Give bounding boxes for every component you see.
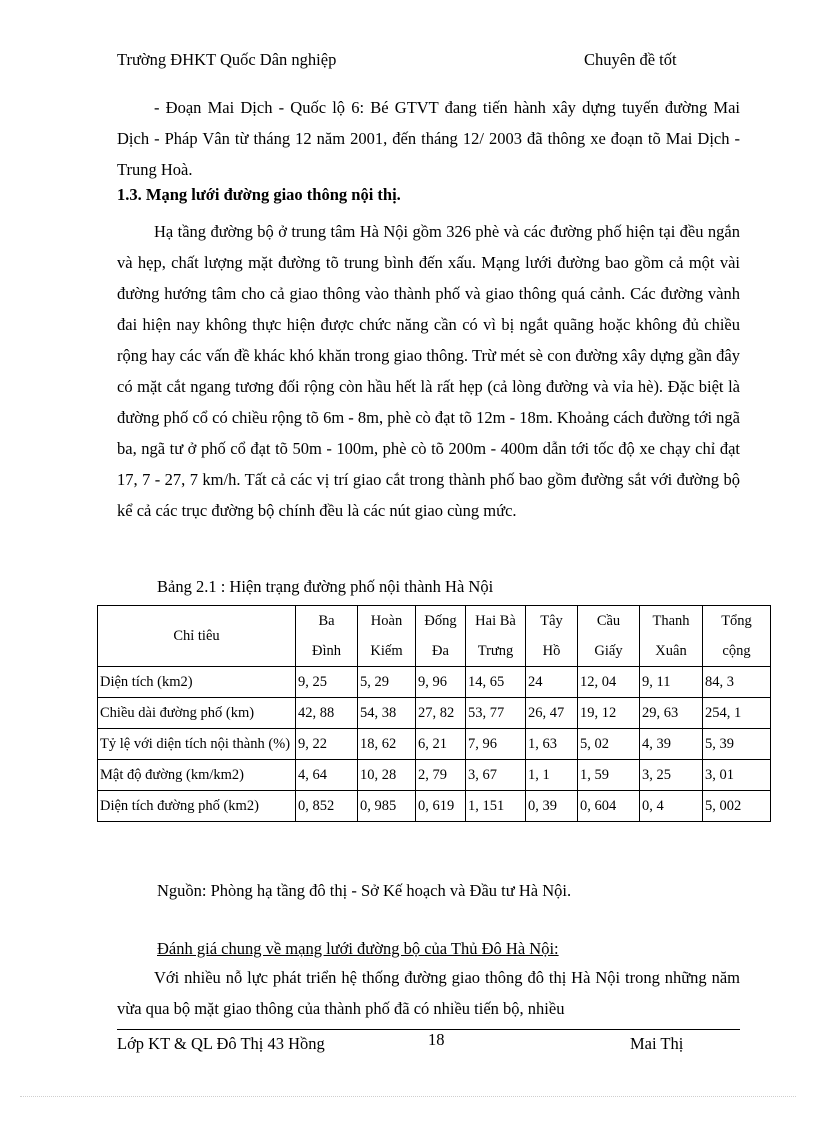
paragraph-3-block	[117, 962, 740, 1024]
row-label: Chiều dài đường phố (km)	[98, 698, 296, 729]
header-col: Tổng cộng	[703, 606, 771, 667]
paragraph-1-block	[117, 92, 740, 185]
header-col: Ba Đình	[296, 606, 358, 667]
table-header-row	[98, 606, 771, 667]
road-status-table	[97, 605, 771, 822]
table-cell: 27, 82	[416, 698, 466, 729]
table-cell: 3, 67	[466, 760, 526, 791]
paragraph-2: Hạ tầng đường bộ ở trung tâm Hà Nội gồm 326 phè và các đường phố hiện tại đều ngắn và hẹp, chất lượng mặt đường tõ trung bình đến xấu. Mạng lưới đường bao gồm cả một vài đường hướng tâm cho cả giao thông vào thành phố và giao thông quá cảnh. Các đường vành đai hiện nay không thực hiện được chức năng cần có vì bị ngắt quãng hoặc không đủ chiều rộng hay các vấn đề khác khó khăn trong giao thông. Trừ mét sè con đường xây dựng gần đây có mặt cắt ngang tương đối rộng còn hầu hết là rất hẹp (cả lòng đường và vỉa hè). Đặc biệt là đường phố cổ có chiều rộng tõ 6m - 8m, phè cò đạt tõ 12m - 18m. Khoảng cách đường tới ngã ba, ngã tư ở phố cổ đạt tõ 50m - 100m, phè cò tõ 200m - 400m dẫn tới tốc độ xe chạy chỉ đạt 17, 7 - 27, 7 km/h. Tất cả các vị trí giao cắt trong thành phố bao gồm đường sắt với đường bộ kể cả các trục đường bộ chính đều là các nút giao cùng mức.	[117, 222, 740, 520]
footer-author: Mai Thị	[630, 1034, 684, 1053]
header-col: Cầu Giấy	[578, 606, 640, 667]
footer-class: Lớp KT & QL Đô Thị 43 Hồng	[117, 1034, 325, 1053]
table-cell: 9, 96	[416, 667, 466, 698]
header-label: Chỉ tiêu	[98, 606, 296, 667]
row-label: Diện tích (km2)	[98, 667, 296, 698]
table-cell: 1, 1	[526, 760, 578, 791]
page-break-line	[20, 1096, 796, 1097]
table-caption: Bảng 2.1 : Hiện trạng đường phố nội thành Hà Nội	[157, 577, 494, 596]
table-cell: 54, 38	[358, 698, 416, 729]
header-col: Tây Hồ	[526, 606, 578, 667]
table-cell: 4, 64	[296, 760, 358, 791]
page-number: 18	[428, 1030, 445, 1049]
table-cell: 10, 28	[358, 760, 416, 791]
table-cell: 0, 39	[526, 791, 578, 822]
paragraph-2-block	[117, 216, 740, 526]
section-heading: 1.3. Mạng lưới đường giao thông nội thị.	[117, 185, 401, 204]
header-col: Thanh Xuân	[640, 606, 703, 667]
table-source: Nguồn: Phòng hạ tầng đô thị - Sở Kế hoạch và Đầu tư Hà Nội.	[157, 881, 572, 900]
table-cell: 7, 96	[466, 729, 526, 760]
table-cell: 84, 3	[703, 667, 771, 698]
table-cell: 24	[526, 667, 578, 698]
table-cell: 1, 63	[526, 729, 578, 760]
table-cell: 19, 12	[578, 698, 640, 729]
table-row	[98, 760, 771, 791]
table-cell: 254, 1	[703, 698, 771, 729]
table-cell: 1, 59	[578, 760, 640, 791]
header-title: Chuyên đề tốt	[584, 50, 677, 69]
table-cell: 5, 29	[358, 667, 416, 698]
table-cell: 0, 985	[358, 791, 416, 822]
table-cell: 0, 619	[416, 791, 466, 822]
table-cell: 26, 47	[526, 698, 578, 729]
header-col: Hai Bà Trưng	[466, 606, 526, 667]
table-cell: 9, 22	[296, 729, 358, 760]
table-cell: 3, 25	[640, 760, 703, 791]
row-label: Mật độ đường (km/km2)	[98, 760, 296, 791]
assessment-subheading: Đánh giá chung về mạng lưới đường bộ của Thủ Đô Hà Nội:	[157, 939, 559, 958]
row-label: Diện tích đường phố (km2)	[98, 791, 296, 822]
table-cell: 18, 62	[358, 729, 416, 760]
row-label: Tỷ lệ với diện tích nội thành (%)	[98, 729, 296, 760]
table-cell: 4, 39	[640, 729, 703, 760]
table-cell: 0, 604	[578, 791, 640, 822]
table-row	[98, 698, 771, 729]
header-col: Hoàn Kiếm	[358, 606, 416, 667]
table-cell: 42, 88	[296, 698, 358, 729]
header-col: Đống Đa	[416, 606, 466, 667]
table-cell: 0, 4	[640, 791, 703, 822]
table-cell: 2, 79	[416, 760, 466, 791]
header-school: Trường ĐHKT Quốc Dân nghiệp	[117, 50, 337, 69]
paragraph-3: Với nhiều nỗ lực phát triển hệ thống đường giao thông đô thị Hà Nội trong những năm vừa qua bộ mặt giao thông của thành phố đã có nhiều tiến bộ, nhiều	[117, 968, 740, 1018]
table-cell: 5, 39	[703, 729, 771, 760]
table-cell: 0, 852	[296, 791, 358, 822]
table-cell: 9, 11	[640, 667, 703, 698]
table-cell: 29, 63	[640, 698, 703, 729]
table-row	[98, 791, 771, 822]
table-cell: 3, 01	[703, 760, 771, 791]
paragraph-1: - Đoạn Mai Dịch - Quốc lộ 6: Bé GTVT đang tiến hành xây dựng tuyến đường Mai Dịch - Pháp Vân từ tháng 12 năm 2001, đến tháng 12/ 2003 đã thông xe đoạn tõ Mai Dịch - Trung Hoà.	[117, 98, 740, 179]
table-cell: 9, 25	[296, 667, 358, 698]
table-cell: 53, 77	[466, 698, 526, 729]
table-cell: 5, 002	[703, 791, 771, 822]
table-cell: 1, 151	[466, 791, 526, 822]
table-cell: 6, 21	[416, 729, 466, 760]
table-cell: 12, 04	[578, 667, 640, 698]
table-cell: 14, 65	[466, 667, 526, 698]
table-row	[98, 667, 771, 698]
table-cell: 5, 02	[578, 729, 640, 760]
table-row	[98, 729, 771, 760]
